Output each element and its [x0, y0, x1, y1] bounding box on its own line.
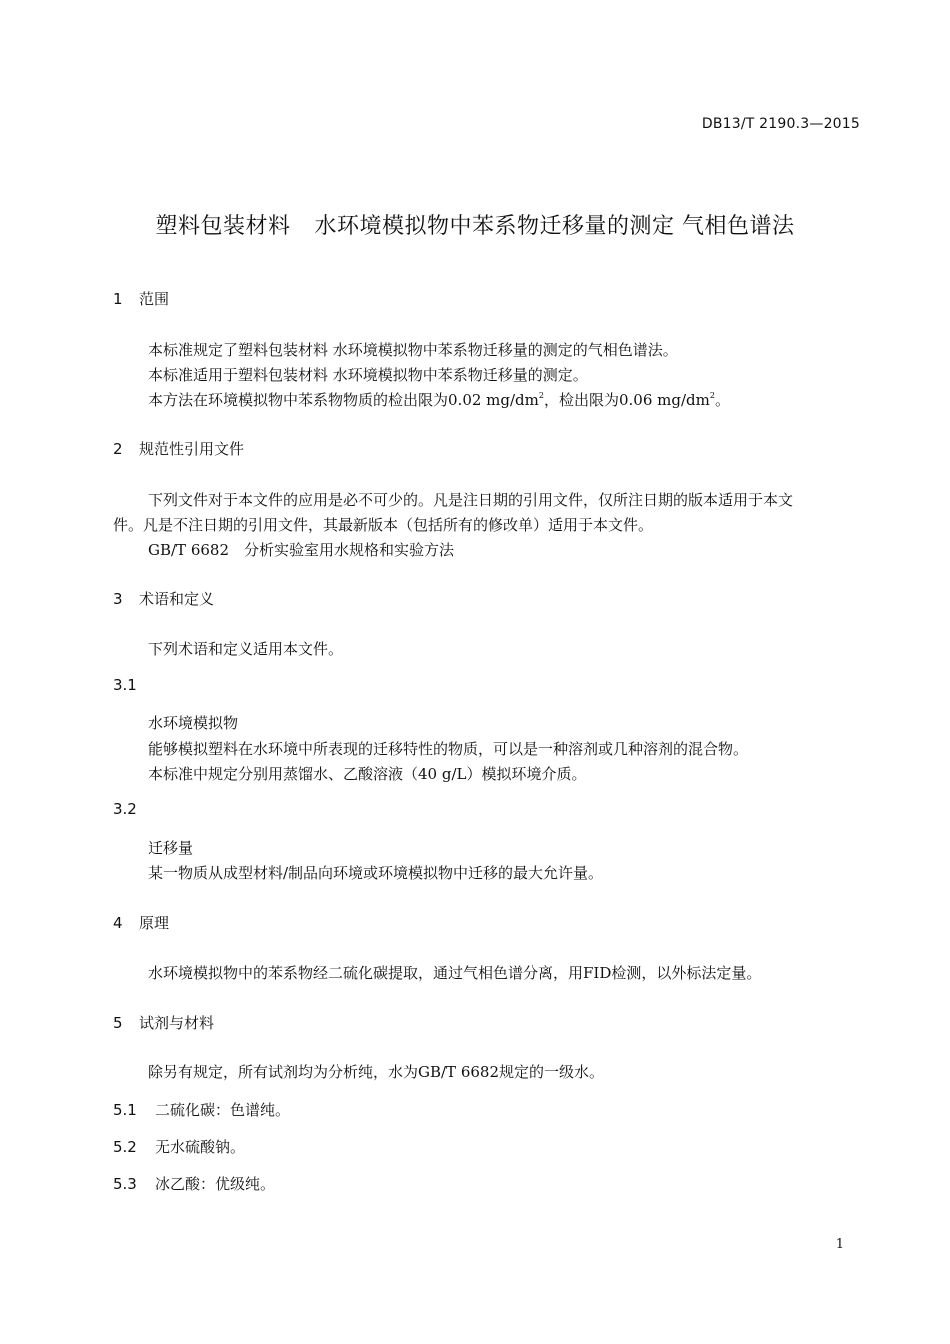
- section-heading-reagents: [113, 1012, 214, 1033]
- item-text: 无水硫酸钠。: [155, 1138, 246, 1156]
- references-paragraph-line-2: 件。凡是不注日期的引用文件，其最新版本（包括所有的修改单）适用于本文件。: [113, 516, 654, 534]
- item-text: 二硫化碳：色谱纯。: [155, 1101, 291, 1119]
- title-part-2: 水环境模拟物中苯系物迁移量的测定 气相色谱法: [314, 214, 795, 239]
- section-number: 4: [113, 914, 123, 932]
- section-number: 1: [113, 290, 123, 308]
- document-title: [0, 209, 950, 240]
- section-heading-terms: [113, 588, 214, 609]
- detection-limit-text: 本方法在环境模拟物中苯系物物质的检出限为0.02 mg/dm: [148, 391, 539, 409]
- reagent-item: [113, 1173, 275, 1194]
- section-heading-principle: [113, 912, 169, 933]
- item-number: 5.1: [113, 1101, 137, 1119]
- term-3-1-note: 本标准中规定分别用蒸馏水、乙酸溶液（40 g/L）模拟环境介质。: [148, 765, 587, 783]
- item-number: 5.3: [113, 1175, 137, 1193]
- reagent-item: [113, 1099, 290, 1120]
- section-title: 范围: [139, 290, 170, 308]
- section-heading-scope: [113, 288, 169, 309]
- section-heading-normative-references: [113, 438, 244, 459]
- scope-paragraph-2: 本标准适用于塑料包装材料 水环境模拟物中苯系物迁移量的测定。: [148, 366, 588, 384]
- term-number-3-2: 3.2: [113, 800, 137, 818]
- reagent-item: [113, 1136, 245, 1157]
- terms-intro: 下列术语和定义适用本文件。: [148, 640, 344, 658]
- title-part-1: 塑料包装材料: [155, 214, 291, 239]
- scope-paragraph-3: [148, 389, 730, 410]
- document-id: DB13/T 2190.3—2015: [701, 116, 860, 132]
- scope-paragraph-1: 本标准规定了塑料包装材料 水环境模拟物中苯系物迁移量的测定的气相色谱法。: [148, 341, 678, 359]
- item-text: 冰乙酸：优级纯。: [155, 1175, 276, 1193]
- term-3-1: 水环境模拟物: [148, 714, 239, 732]
- reagents-intro: 除另有规定，所有试剂均为分析纯，水为GB/T 6682规定的一级水。: [148, 1063, 605, 1081]
- term-3-2-definition: 某一物质从成型材料/制品向环境或环境模拟物中迁移的最大允许量。: [148, 864, 604, 882]
- superscript-2: 2: [709, 391, 715, 400]
- term-number-3-1: 3.1: [113, 676, 137, 694]
- section-number: 2: [113, 440, 123, 458]
- item-number: 5.2: [113, 1138, 137, 1156]
- section-title: 术语和定义: [139, 590, 215, 608]
- reference-item: GB/T 6682 分析实验室用水规格和实验方法: [148, 541, 455, 559]
- term-3-1-definition: 能够模拟塑料在水环境中所表现的迁移特性的物质，可以是一种溶剂或几种溶剂的混合物。: [148, 740, 749, 758]
- superscript: 2: [538, 391, 544, 400]
- references-paragraph-line-1: 下列文件对于本文件的应用是必不可少的。凡是注日期的引用文件，仅所注日期的版本适用于本文: [148, 491, 794, 509]
- detection-limit-text-2: ，检出限为0.06 mg/dm: [543, 391, 710, 409]
- period: 。: [714, 391, 730, 409]
- section-number: 3: [113, 590, 123, 608]
- term-3-2: 迁移量: [148, 839, 194, 857]
- section-title: 规范性引用文件: [139, 440, 245, 458]
- section-title: 原理: [139, 914, 170, 932]
- section-number: 5: [113, 1014, 123, 1032]
- page-number: 1: [835, 1237, 844, 1252]
- section-title: 试剂与材料: [139, 1014, 215, 1032]
- principle-paragraph: 水环境模拟物中的苯系物经二硫化碳提取，通过气相色谱分离，用FID检测，以外标法定量。: [148, 964, 762, 982]
